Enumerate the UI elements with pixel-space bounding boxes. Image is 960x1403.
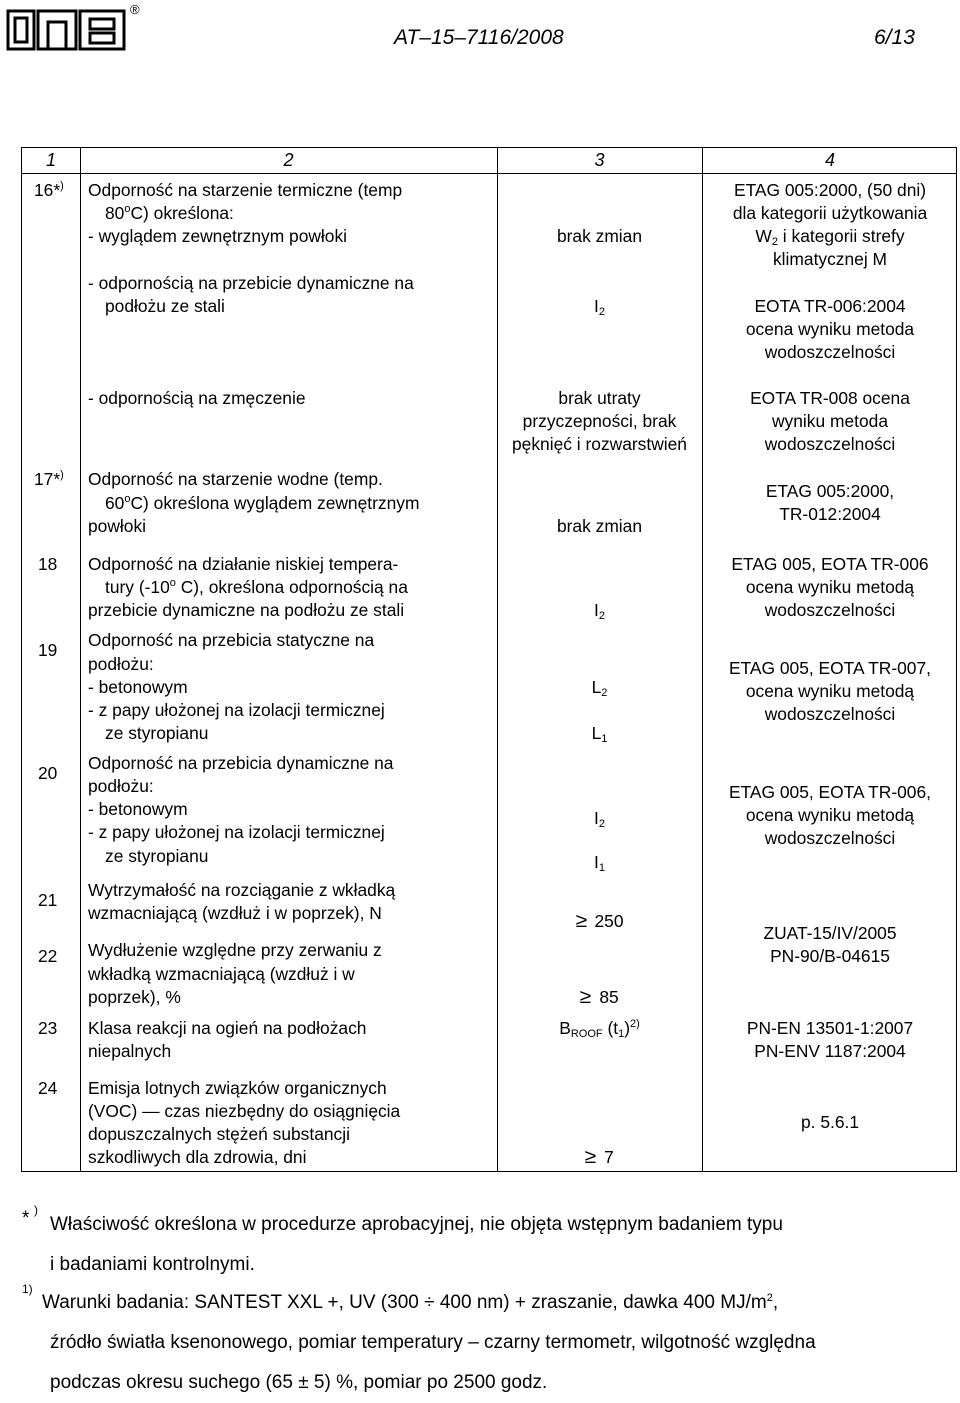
itb-logo-icon — [6, 8, 126, 52]
requirement-value: $I_1$ — [594, 852, 605, 874]
row-number: 18 — [38, 554, 58, 574]
column-divider — [80, 148, 81, 1171]
requirement-value: $L_2$ — [591, 677, 608, 699]
requirement-value: brak zmian — [556, 226, 643, 246]
registered-mark: ® — [130, 2, 140, 17]
page-number: 6/13 — [874, 26, 915, 49]
row-number: 17*) — [34, 469, 64, 489]
row-number: 24 — [38, 1078, 58, 1098]
header-rule — [22, 173, 956, 174]
row-number: 21 — [38, 890, 58, 910]
column-header: 4 — [824, 150, 835, 170]
row-number: 20 — [38, 763, 58, 783]
properties-table: 1 2 3 4 16*) Odporność na starzenie termiczne (temp 80$^o$C) określona: - wyglądem zewnętrznym powłoki - odpornością na przebicie dynamiczne na podłożu ze stali - odpornością na zmęczenie brak zmian $I_2$ brak utraty przyczepności, brak pęknięć i rozwarstwień ETAG 005:2000, (50 dni) dla kategorii użytkowania $W_2$ i kategorii strefy klimatycznej M EOTA TR-006:2004 ocena wyniku metoda wodoszczelności EOTA TR-008 ocena wyniku metoda wodoszczelności 17*) Odporność na starzenie wodne (temp. 60$^o$C) określona wyglądem zewnętrznym powłoki brak zmian ETAG 005:2000, TR-012:2004 18 Odporność na działanie niskiej tempera- tury (-10$^o$ C), określona odpornością na przebicie dynamiczne na podłożu ze stali $I_2$ ETAG 005, EOTA TR-006 ocena wyniku metodą wodoszczelności 19 Odporność na przebicia statyczne na podłożu: - betonowym - z papy ułożonej na izolacji termicznej ze styropianu $L_2$ $L_1$ ETAG 005, EOTA TR-007, ocena wyniku metodą wodoszczelności 20 Odporność na przebicia dynamiczne na podłożu: - betonowym - z papy ułożonej na izolacji termicznej ze styropianu $I_2$ $I_1$ ETAG 005, EOTA TR-006, ocena wyniku metodą wodoszczelności 21 Wytrzymałość na rozciąganie z wkładką wzmacniającą (wzdłuż i w poprzek), N ≥ 250 22 Wydłużenie względne przy zerwaniu z wkładką wzmacniającą (wzdłuż i w poprzek), % ≥ 85 ZUAT-15/IV/2005 PN-90/B-04615 23 Klasa reakcji na ogień na podłożach niepalnych $B_{ROOF}$ $(t_1)^{2)}$ PN-EN 13501-1:2007 PN-ENV 1187:2004 24 Emisja lotnych związków organicznych (VOC) — czas niezbędny do osiągnięcia dopuszczalnych stężeń substancji szkodliwych dla zdrowia, dni ≥ 7 p. 5.6.1 — [21, 147, 957, 1172]
itb-logo — [6, 2, 140, 57]
document-id: AT–15–7116/2008 — [394, 26, 564, 49]
requirement-value: $I_2$ — [594, 600, 605, 622]
column-header: 1 — [45, 150, 56, 170]
requirement-value: ≥ 250 — [575, 910, 624, 932]
test-method: p. 5.6.1 — [800, 1112, 859, 1132]
requirement-value: brak zmian — [556, 516, 643, 536]
requirement-value: $B_{ROOF}$ $(t_1)^{2)}$ — [559, 1018, 640, 1040]
column-header: 3 — [594, 150, 605, 170]
requirement-value: ≥ 7 — [584, 1146, 614, 1168]
requirement-value: $L_1$ — [591, 723, 608, 745]
column-header: 2 — [283, 150, 294, 170]
row-number: 16*) — [34, 180, 64, 200]
requirement-value: ≥ 85 — [580, 986, 619, 1008]
row-number: 23 — [38, 1018, 58, 1038]
row-number: 22 — [38, 946, 58, 966]
requirement-value: $I_2$ — [594, 296, 605, 318]
row-number: 19 — [38, 640, 58, 660]
requirement-value: $I_2$ — [594, 808, 605, 830]
